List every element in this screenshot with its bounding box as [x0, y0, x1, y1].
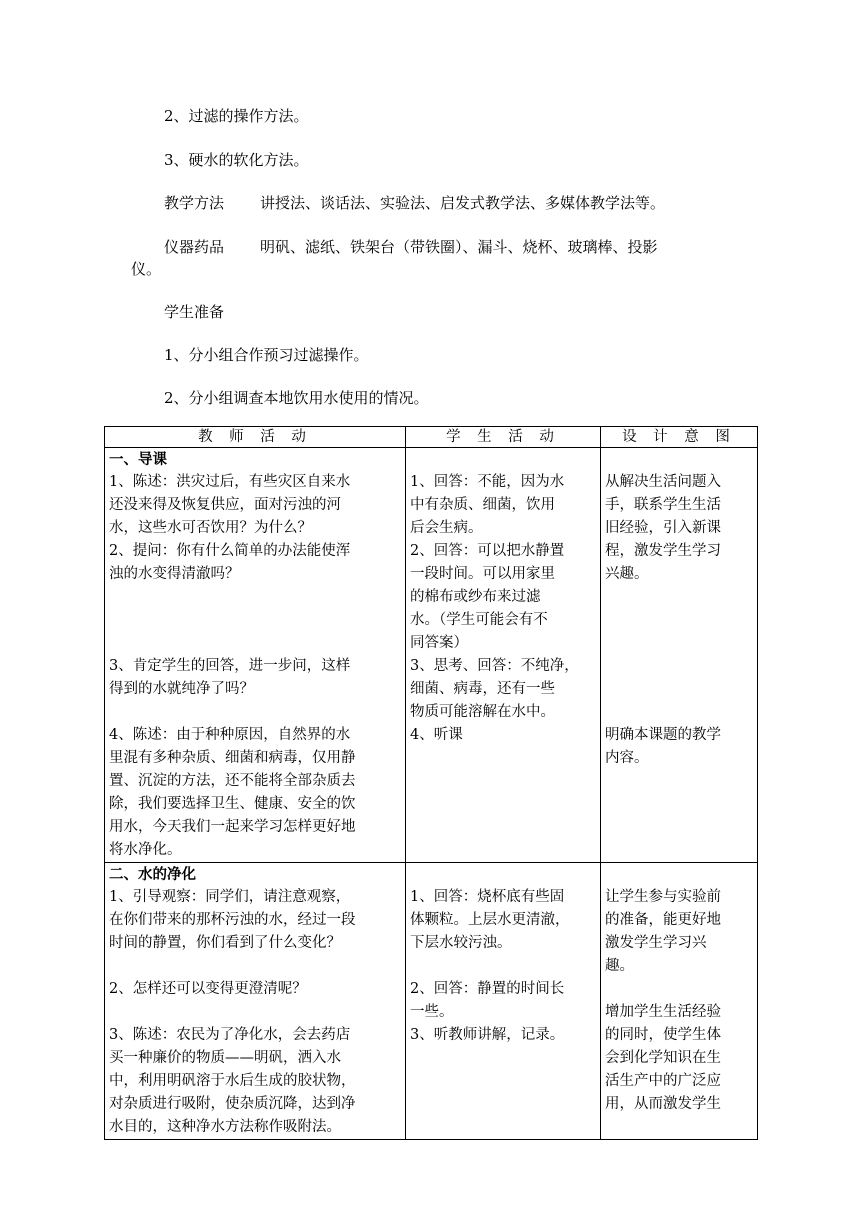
- teacher-line: 3、陈述：农民为了净化水，会去药店: [109, 1027, 351, 1043]
- student-line: 中有杂质、细菌，饮用: [410, 497, 555, 513]
- section-title: 一、导课: [109, 451, 167, 468]
- teacher-line: 2、提问：你有什么简单的办法能使浑: [109, 543, 351, 559]
- teacher-cell: [105, 863, 406, 1140]
- intent-line: 程，激发学生学习: [605, 543, 721, 559]
- student-line: 一些。: [410, 1004, 454, 1020]
- student-prep-1: 1、分小组合作预习过滤操作。: [164, 346, 369, 364]
- teacher-line: 3、肯定学生的回答，进一步问，这样: [109, 658, 351, 674]
- teacher-line: 浊的水变得清澈吗？: [109, 566, 240, 582]
- header-intent: 设 计 意 图: [601, 427, 758, 448]
- teacher-line: 4、陈述：由于种种原因，自然界的水: [109, 727, 351, 743]
- equipment-text: 明矾、滤纸、铁架台（带铁圈）、漏斗、烧杯、玻璃棒、投影: [260, 238, 658, 256]
- student-line: 水。（学生可能会有不: [410, 612, 548, 628]
- teacher-line: 得到的水就纯净了吗？: [109, 681, 254, 697]
- intent-line: 手，联系学生生活: [605, 497, 721, 513]
- table-header-row: [105, 427, 758, 448]
- teaching-methods-text: 讲授法、谈话法、实验法、启发式教学法、多媒体教学法等。: [260, 194, 666, 212]
- intent-cell: [601, 863, 758, 1140]
- teacher-line: 1、引导观察：同学们，请注意观察，: [109, 889, 351, 905]
- objective-soften: 3、硬水的软化方法。: [164, 151, 309, 169]
- equipment-label: 仪器药品: [164, 238, 225, 256]
- student-line: 下层水较污浊。: [410, 935, 512, 951]
- intent-line: 让学生参与实验前: [605, 889, 721, 905]
- teacher-line: 对杂质进行吸附，使杂质沉降，达到净: [109, 1096, 356, 1112]
- intent-line: 的准备，能更好地: [605, 912, 721, 928]
- intent-line: 的同时，使学生体: [605, 1027, 721, 1043]
- equipment: [164, 237, 658, 257]
- intent-line: 内容。: [605, 750, 649, 766]
- student-line: 一段时间。可以用家里: [410, 566, 555, 582]
- intent-cell: [601, 448, 758, 863]
- teacher-line: 2、怎样还可以变得更澄清呢？: [109, 981, 307, 997]
- student-line: 的棉布或纱布来过滤: [410, 589, 541, 605]
- table-row: [105, 448, 758, 863]
- intent-line: 活生产中的广泛应: [605, 1073, 721, 1089]
- intent-line: 会到化学知识在生: [605, 1050, 721, 1066]
- teacher-line: 置、沉淀的方法，还不能将全部杂质去: [109, 773, 356, 789]
- intent-line: 明确本课题的教学: [605, 727, 721, 743]
- teacher-line: 买一种廉价的物质——明矾，洒入水: [109, 1050, 341, 1066]
- intent-line: 用，从而激发学生: [605, 1096, 721, 1112]
- table-row: [105, 863, 758, 1140]
- header-teacher: 教 师 活 动: [105, 427, 406, 448]
- header-student: 学 生 活 动: [406, 427, 601, 448]
- teacher-line: 1、陈述：洪灾过后，有些灾区自来水: [109, 474, 351, 490]
- student-line: 4、听课: [410, 727, 463, 743]
- objective-filter: 2、过滤的操作方法。: [164, 107, 309, 125]
- teacher-line: 水目的，这种净水方法称作吸附法。: [109, 1119, 341, 1135]
- student-line: 后会生病。: [410, 520, 483, 536]
- teacher-line: 中，利用明矾溶于水后生成的胶状物，: [109, 1073, 356, 1089]
- student-line: 3、听教师讲解，记录。: [410, 1027, 565, 1043]
- teaching-methods: [164, 193, 665, 213]
- lesson-table: [104, 426, 758, 1140]
- teacher-line: 用水，今天我们一起来学习怎样更好地: [109, 819, 356, 835]
- student-cell: [406, 863, 601, 1140]
- student-line: 2、回答：静置的时间长: [410, 981, 565, 997]
- student-cell: [406, 448, 601, 863]
- intent-line: 趣。: [605, 958, 634, 974]
- teaching-methods-label: 教学方法: [164, 194, 225, 212]
- teacher-cell: [105, 448, 406, 863]
- student-line: 体颗粒。上层水更清澈，: [410, 912, 570, 928]
- teacher-line: 时间的静置，你们看到了什么变化？: [109, 935, 341, 951]
- student-line: 1、回答：不能，因为水: [410, 474, 565, 490]
- equipment-continued: 仪。: [131, 260, 162, 278]
- student-line: 3、思考、回答：不纯净，: [410, 658, 579, 674]
- student-line: 2、回答：可以把水静置: [410, 543, 565, 559]
- intent-line: 从解决生活问题入: [605, 474, 721, 490]
- intent-line: 兴趣。: [605, 566, 649, 582]
- teacher-line: 除，我们要选择卫生、健康、安全的饮: [109, 796, 356, 812]
- student-prep-label: 学生准备: [164, 303, 225, 321]
- student-line: 细菌、病毒，还有一些: [410, 681, 555, 697]
- intent-line: 激发学生学习兴: [605, 935, 707, 951]
- intent-line: 旧经验，引入新课: [605, 520, 721, 536]
- teacher-line: 将水净化。: [109, 842, 182, 858]
- teacher-line: 里混有多种杂质、细菌和病毒，仅用静: [109, 750, 356, 766]
- intent-line: 增加学生生活经验: [605, 1004, 721, 1020]
- student-line: 同答案）: [410, 635, 468, 651]
- teacher-line: 还没来得及恢复供应，面对污浊的河: [109, 497, 341, 513]
- student-prep-2: 2、分小组调查本地饮用水使用的情况。: [164, 389, 429, 407]
- section-title: 二、水的净化: [109, 866, 196, 883]
- teacher-line: 在你们带来的那杯污浊的水，经过一段: [109, 912, 356, 928]
- student-line: 物质可能溶解在水中。: [410, 704, 555, 720]
- student-line: 1、回答：烧杯底有些固: [410, 889, 565, 905]
- teacher-line: 水，这些水可否饮用？为什么？: [109, 520, 312, 536]
